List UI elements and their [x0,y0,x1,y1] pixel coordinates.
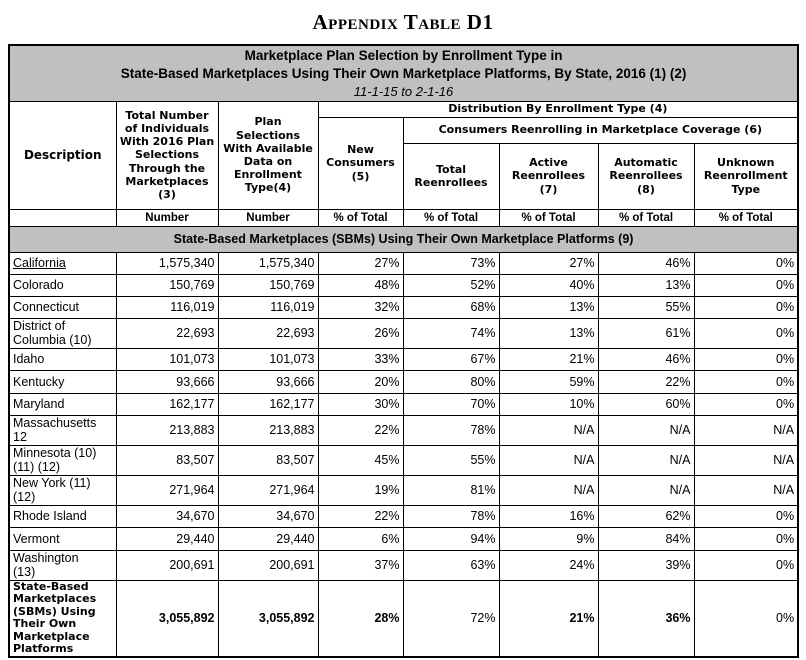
value-cell: 116,019 [218,296,318,318]
value-cell: 150,769 [116,274,218,296]
value-cell: 83,507 [116,445,218,475]
value-cell: 29,440 [116,527,218,550]
state-cell[interactable] [9,252,116,274]
state-cell [9,348,116,370]
value-cell: 67% [403,348,499,370]
value-cell: 34,670 [218,505,318,527]
value-cell: N/A [694,475,798,505]
value-cell: 84% [598,527,694,550]
value-cell: 68% [403,296,499,318]
value-cell: 45% [318,445,403,475]
value-cell: N/A [598,445,694,475]
value-cell: 0% [694,505,798,527]
state-cell [9,274,116,296]
value-cell: 271,964 [218,475,318,505]
total-value-cell: 72% [403,580,499,657]
column-header-reenrolling-group: Consumers Reenrolling in Marketplace Coverage (6) [403,117,798,143]
value-cell: 78% [403,415,499,445]
value-cell: 0% [694,370,798,393]
value-cell: 22% [318,415,403,445]
value-cell: 59% [499,370,598,393]
value-cell: 93,666 [116,370,218,393]
total-value-cell: 21% [499,580,598,657]
state-label: Maryland [13,397,65,411]
table-row [9,348,798,370]
value-cell: 13% [499,318,598,348]
unit-header-pct-new: % of Total [318,209,403,226]
state-cell [9,318,116,348]
table-title-line2: State-Based Marketplaces Using Their Own Marketplace Platforms, By State, 2016 (1) (2) [120,65,687,81]
value-cell: 200,691 [116,550,218,580]
state-cell [9,296,116,318]
value-cell: 93,666 [218,370,318,393]
state-cell [9,505,116,527]
unit-header-pct-auto: % of Total [598,209,694,226]
value-cell: 78% [403,505,499,527]
value-cell: 24% [499,550,598,580]
column-header-total-individuals: Total Number of Individuals With 2016 Plan Selections Through the Marketplaces (3) [116,101,218,209]
value-cell: 271,964 [116,475,218,505]
state-label: District of Columbia (10) [13,319,92,347]
value-cell: 81% [403,475,499,505]
value-cell: 0% [694,550,798,580]
value-cell: 0% [694,318,798,348]
value-cell: N/A [499,445,598,475]
state-cell [9,370,116,393]
table-row [9,296,798,318]
section-header: State-Based Marketplaces (SBMs) Using Their Own Marketplace Platforms (9) [9,226,798,252]
value-cell: 16% [499,505,598,527]
total-row-label-cell [9,580,116,657]
value-cell: 27% [318,252,403,274]
value-cell: 19% [318,475,403,505]
table-row [9,252,798,274]
value-cell: 30% [318,393,403,415]
value-cell: 200,691 [218,550,318,580]
state-link[interactable]: California [13,256,66,270]
column-header-plan-selections: Plan Selections With Available Data on Enrollment Type(4) [218,101,318,209]
value-cell: 213,883 [116,415,218,445]
value-cell: 29,440 [218,527,318,550]
table-row [9,318,798,348]
value-cell: 55% [403,445,499,475]
state-label: Rhode Island [13,509,87,523]
value-cell: N/A [598,475,694,505]
column-header-automatic-reenrollees: Automatic Reenrollees (8) [598,143,694,209]
value-cell: 9% [499,527,598,550]
table-title-band [9,45,798,101]
unit-header-number-2: Number [218,209,318,226]
table-title-date-range: 11-1-15 to 2-1-16 [353,83,454,99]
state-label: Colorado [13,278,64,292]
value-cell: 34,670 [116,505,218,527]
header-row-top [9,101,798,117]
state-label: Idaho [13,352,45,366]
table-row [9,550,798,580]
column-header-total-reenrollees: Total Reenrollees [403,143,499,209]
value-cell: 116,019 [116,296,218,318]
table-row [9,445,798,475]
unit-header-number-1: Number [116,209,218,226]
state-cell [9,475,116,505]
unit-header-pct-total-re: % of Total [403,209,499,226]
value-cell: 22% [318,505,403,527]
value-cell: 39% [598,550,694,580]
column-header-description: Description [9,101,116,209]
value-cell: 27% [499,252,598,274]
state-label: Kentucky [13,374,65,389]
value-cell: 52% [403,274,499,296]
header-row-units [9,209,798,226]
value-cell: 61% [598,318,694,348]
value-cell: N/A [694,445,798,475]
state-label: Vermont [13,531,60,546]
value-cell: 6% [318,527,403,550]
value-cell: 0% [694,274,798,296]
value-cell: 21% [499,348,598,370]
value-cell: 13% [499,296,598,318]
column-header-active-reenrollees: Active Reenrollees (7) [499,143,598,209]
value-cell: 73% [403,252,499,274]
value-cell: 0% [694,393,798,415]
value-cell: 20% [318,370,403,393]
value-cell: 63% [403,550,499,580]
value-cell: 33% [318,348,403,370]
unit-header-pct-unknown: % of Total [694,209,798,226]
table-row [9,370,798,393]
value-cell: 22,693 [218,318,318,348]
value-cell: 55% [598,296,694,318]
value-cell: 94% [403,527,499,550]
value-cell: 40% [499,274,598,296]
table-row [9,415,798,445]
value-cell: 62% [598,505,694,527]
table-row [9,475,798,505]
table-title-cell [9,45,798,101]
value-cell: 213,883 [218,415,318,445]
table-row [9,527,798,550]
state-cell [9,415,116,445]
state-cell [9,393,116,415]
state-cell [9,550,116,580]
column-header-distribution: Distribution By Enrollment Type (4) [318,101,798,117]
total-row-label: State-Based Marketplaces (SBMs) Using Their Own Marketplace Platforms [13,580,97,656]
value-cell: N/A [499,475,598,505]
value-cell: 22% [598,370,694,393]
value-cell: 101,073 [218,348,318,370]
value-cell: 13% [598,274,694,296]
unit-header-pct-active: % of Total [499,209,598,226]
table-row [9,505,798,527]
value-cell: 32% [318,296,403,318]
value-cell: 1,575,340 [116,252,218,274]
state-label: Massachusetts 12 [13,416,97,444]
value-cell: 74% [403,318,499,348]
value-cell: 83,507 [218,445,318,475]
value-cell: 80% [403,370,499,393]
empty-cell [9,209,116,226]
total-value-cell: 36% [598,580,694,657]
value-cell: 162,177 [116,393,218,415]
value-cell: 60% [598,393,694,415]
value-cell: 48% [318,274,403,296]
value-cell: 0% [694,348,798,370]
value-cell: 101,073 [116,348,218,370]
state-cell [9,445,116,475]
total-value-cell: 3,055,892 [218,580,318,657]
value-cell: 0% [694,527,798,550]
value-cell: 150,769 [218,274,318,296]
value-cell: 37% [318,550,403,580]
value-cell: 10% [499,393,598,415]
value-cell: 1,575,340 [218,252,318,274]
value-cell: N/A [598,415,694,445]
value-cell: 22,693 [116,318,218,348]
table-row [9,393,798,415]
page-title: Appendix Table D1 [312,10,494,34]
value-cell: N/A [694,415,798,445]
column-header-new-consumers: New Consumers (5) [318,117,403,209]
value-cell: 0% [694,252,798,274]
value-cell: 162,177 [218,393,318,415]
total-row [9,580,798,657]
section-header-row [9,226,798,252]
state-cell [9,527,116,550]
column-header-unknown-reenrollment: Unknown Reenrollment Type [694,143,798,209]
state-label: New York (11) (12) [13,476,91,504]
appendix-table [8,44,799,658]
table-title-line1: Marketplace Plan Selection by Enrollment Type in [244,47,563,63]
state-label: Washington (13) [13,551,79,579]
value-cell: 70% [403,393,499,415]
value-cell: 26% [318,318,403,348]
value-cell: N/A [499,415,598,445]
value-cell: 0% [694,296,798,318]
value-cell: 46% [598,348,694,370]
total-value-cell: 0% [694,580,798,657]
value-cell: 46% [598,252,694,274]
state-label: Connecticut [13,300,80,314]
total-value-cell: 3,055,892 [116,580,218,657]
total-value-cell: 28% [318,580,403,657]
table-row [9,274,798,296]
state-label: Minnesota (10) (11) (12) [13,446,97,474]
